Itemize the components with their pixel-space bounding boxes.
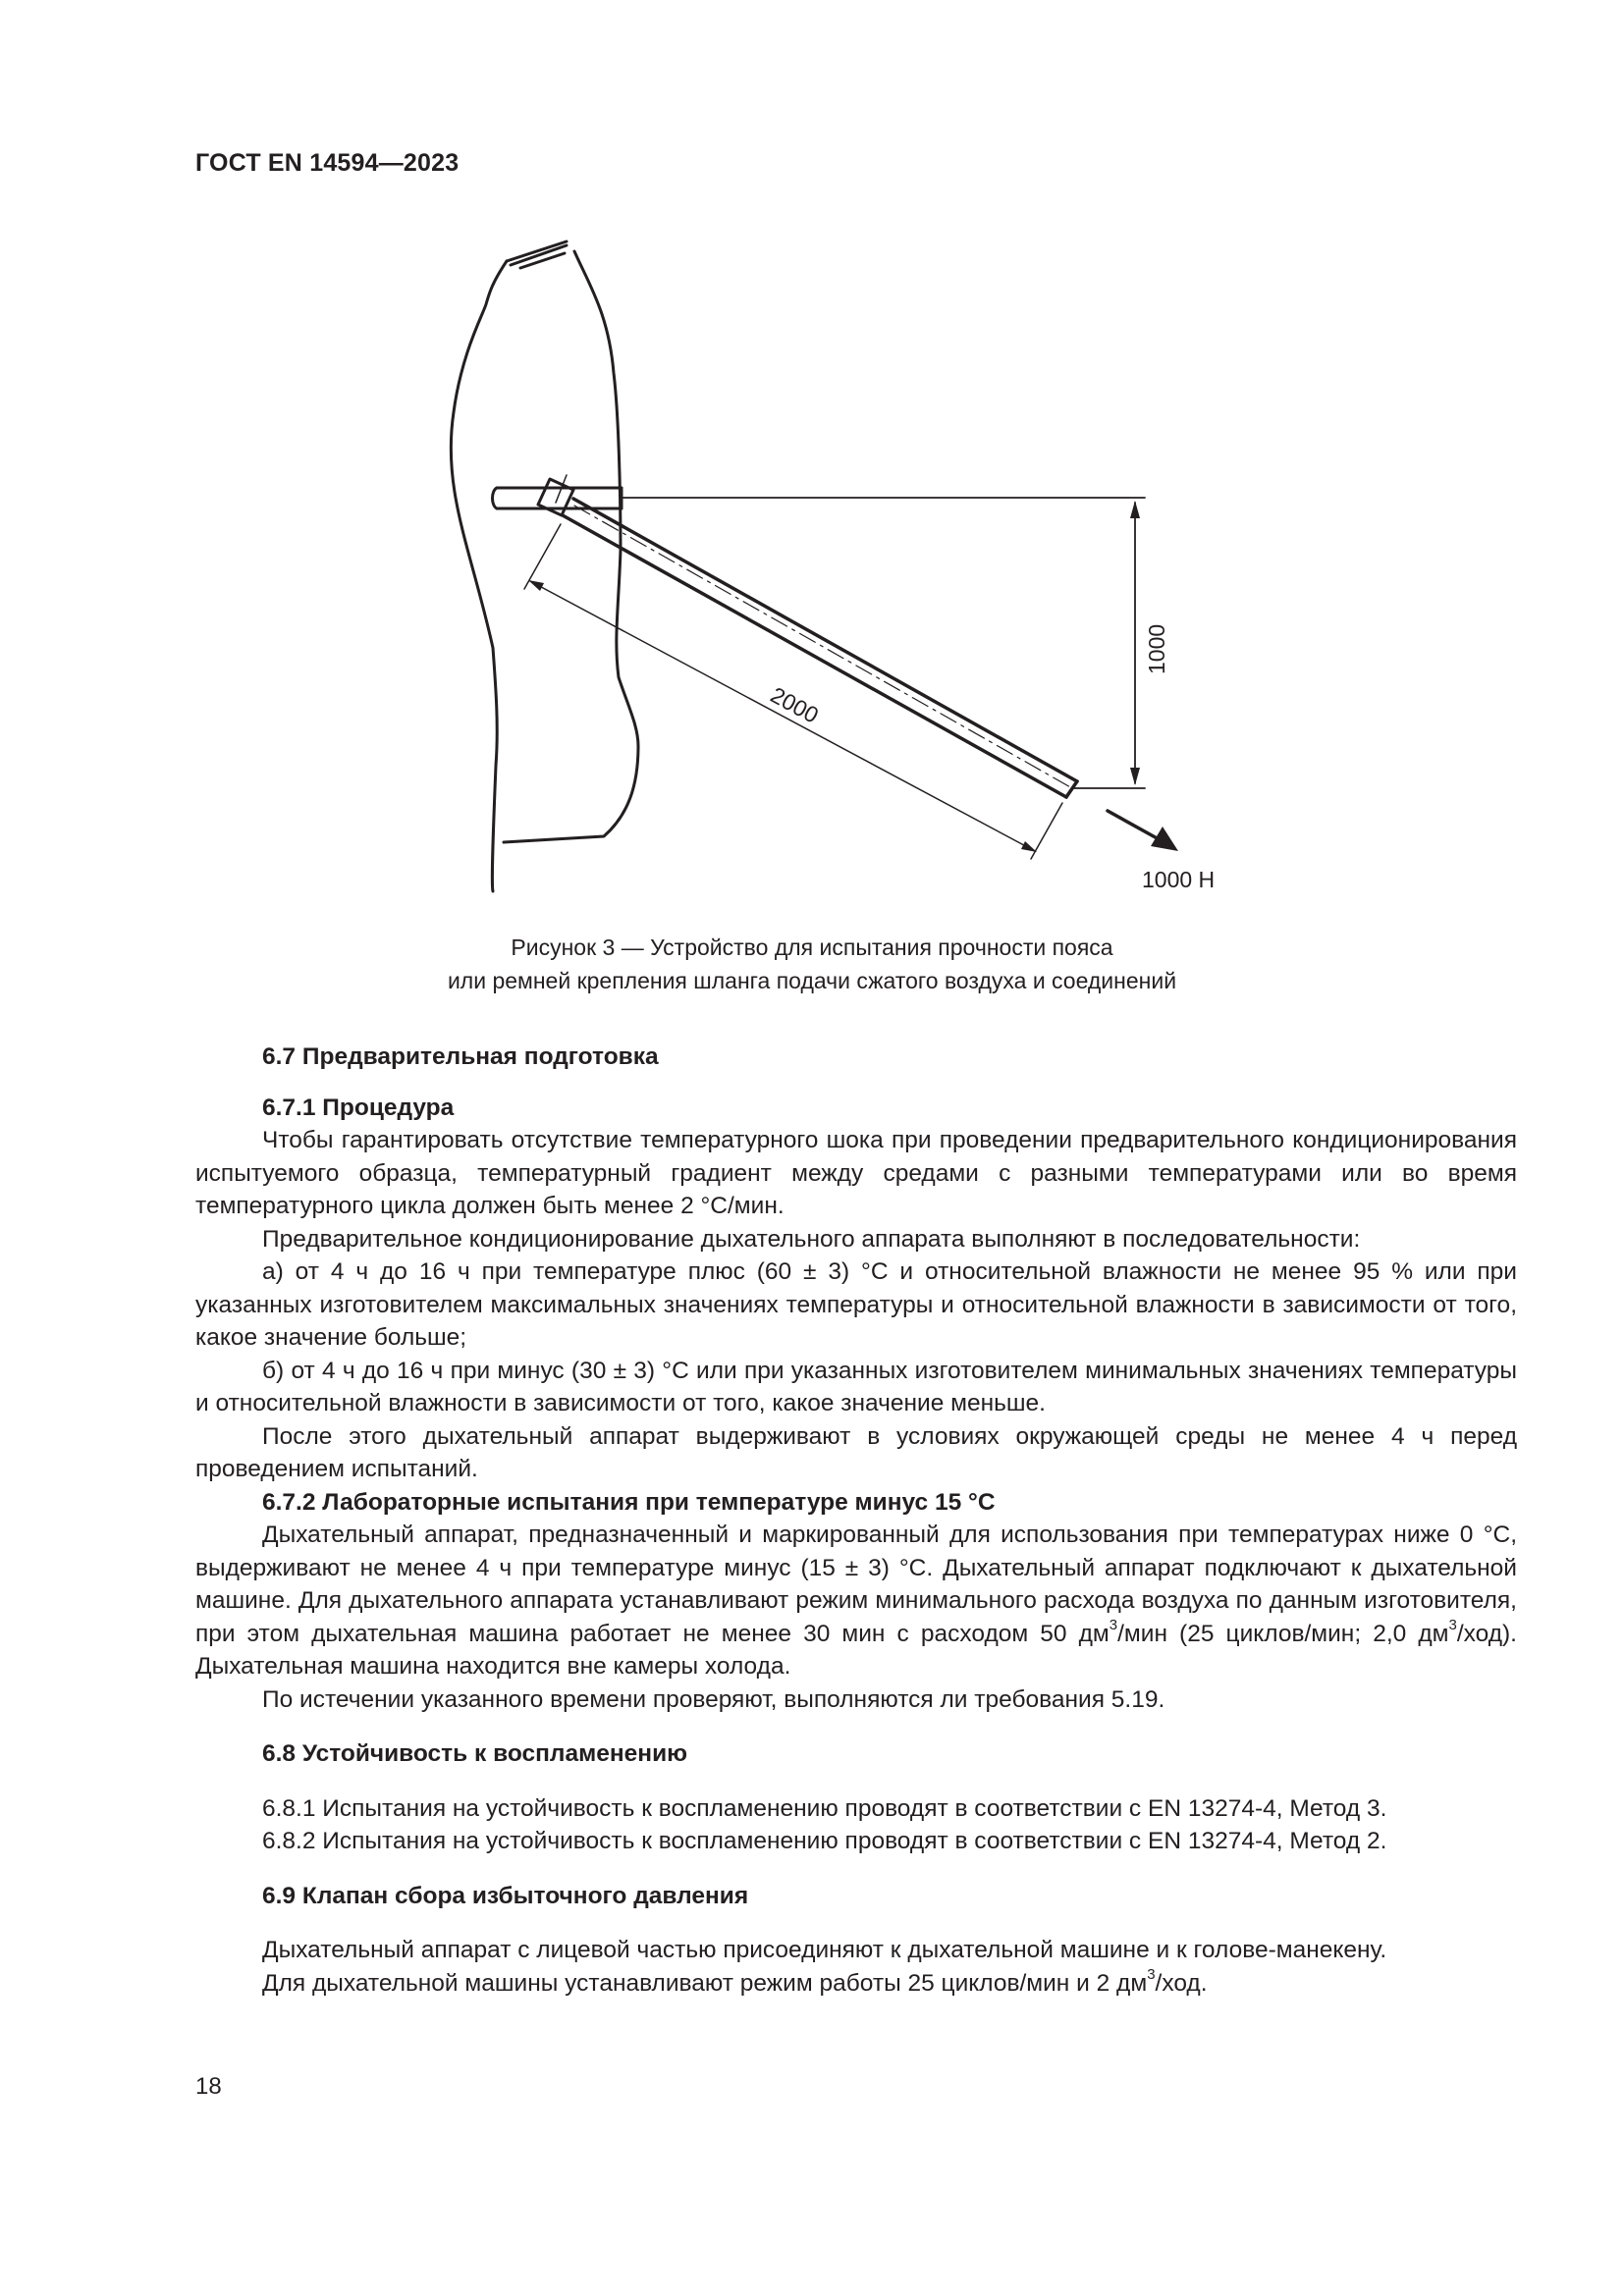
section-heading-6-9: 6.9 Клапан сбора избыточного давления — [262, 1882, 749, 1909]
subsection-heading-6-7-1: 6.7.1 Процедура — [262, 1094, 455, 1121]
paragraph: По истечении указанного времени проверяют, выполняются ли требования 5.19. — [262, 1685, 1165, 1713]
paragraph: Дыхательный аппарат с лицевой частью присоединяют к дыхательной машине и к голове-манекену. — [262, 1937, 1387, 1963]
figure-3-test-device-diagram — [0, 0, 1624, 923]
arrowhead-diagonal-end — [1021, 841, 1037, 852]
force-arrow — [1108, 811, 1161, 840]
paragraph: Для дыхательной машины устанавливают режим работы 25 циклов/мин и 2 $дм^3$/ход. — [262, 1966, 1208, 1997]
arrowhead-down — [1130, 768, 1140, 785]
arrowhead-up — [1130, 501, 1140, 518]
paragraph: После этого дыхательный аппарат выдерживают в условиях окружающей среды не менее 4 ч перед проведением испытаний. — [195, 1422, 1517, 1482]
caption-line-2: или ремней крепления шланга подачи сжатого воздуха и соединений — [447, 968, 1177, 993]
paragraph: Чтобы гарантировать отсутствие температурного шока при проведении предварительного кондиционирования испытуемого образца, температурный градиент между средами с разными температурами или во время температурного цикла должен быть менее 2 °С/мин. — [195, 1127, 1517, 1219]
air-supply-hose — [563, 499, 1077, 797]
dimension-label-1000: 1000 — [1144, 623, 1169, 674]
document-body — [195, 1041, 1517, 2000]
document-header: ГОСТ EN 14594—2023 — [195, 149, 460, 177]
list-item-b: б) от 4 ч до 16 ч при минус (30 ± 3) °С или при указанных изготовителем минимальных значениях температуры и относительной влажности в зависимости от того, какое значение меньше. — [195, 1357, 1517, 1416]
section-heading-6-8: 6.8 Устойчивость к воспламенению — [262, 1740, 688, 1767]
paragraph: Предварительное кондиционирование дыхательного аппарата выполняют в последовательности: — [262, 1225, 1361, 1253]
subsection-heading-6-7-2: 6.7.2 Лабораторные испытания при температуре минус 15 °С — [262, 1488, 996, 1516]
page-number: 18 — [195, 2073, 222, 2100]
figure-caption — [0, 931, 1624, 997]
torso-dummy-outline — [451, 241, 638, 891]
paragraph: 6.8.2 Испытания на устойчивость к воспламенению проводят в соответствии с EN 13274-4, Метод 2. — [262, 1828, 1387, 1854]
arrowhead-diagonal-start — [528, 580, 544, 591]
paragraph: 6.8.1 Испытания на устойчивость к воспламенению проводят в соответствии с EN 13274-4, Метод 3. — [262, 1794, 1387, 1822]
caption-line-1: Рисунок 3 — Устройство для испытания прочности пояса — [511, 934, 1113, 960]
dimension-label-2000: 2000 — [766, 681, 823, 728]
paragraph: Дыхательный аппарат, предназначенный и маркированный для использования при температурах ниже 0 °С, выдерживают не менее 4 ч при температуре минус (15 ± 3) °С. Дыхательный аппарат подключают к дыхательной машине. Для дыхательного аппарата устанавливают режим минимального расхода воздуха по данным изготовителя, при этом дыхательная машина работает не менее 30 мин с расходом 50 $дм^3$/мин (25 циклов/мин; 2,0 $дм^3/ход$). Дыхательная машина находится вне камеры холода. — [195, 1522, 1517, 1680]
hose-centerline — [574, 506, 1072, 788]
list-item-a: а) от 4 ч до 16 ч при температуре плюс (60 ± 3) °С и относительной влажности не менее 95 % или при указанных изготовителем максимальных значениях температуры и относительной влажности в зависимости от того, какое значение больше; — [195, 1258, 1517, 1351]
force-label: 1000 Н — [1142, 867, 1216, 892]
section-heading-6-7: 6.7 Предварительная подготовка — [262, 1043, 659, 1070]
